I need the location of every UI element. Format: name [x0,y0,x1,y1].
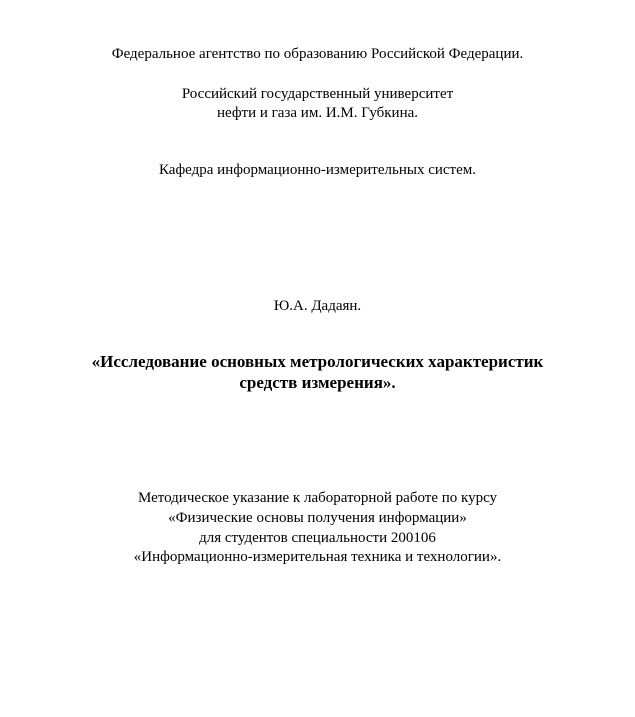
description-line2: «Физические основы получения информации» [168,510,467,526]
document-title-line2: средств измерения». [239,373,396,392]
agency-name: Федеральное агентство по образованию Российской Федерации. [111,46,524,62]
description-line4: «Информационно-измерительная техника и технологии». [133,549,502,565]
university-name-line1: Российский государственный университет [181,86,454,102]
university-name-line2: нефти и газа им. И.М. Губкина. [216,105,419,121]
document-title-line1: «Исследование основных метрологических характеристик [91,352,544,371]
description-line1: Методическое указание к лабораторной работе по курсу [137,490,498,506]
description-line3: для студентов специальности 200106 [199,530,436,546]
department-name: Кафедра информационно-измерительных систем. [159,162,476,178]
author-name: Ю.А. Дадаян. [273,298,362,314]
